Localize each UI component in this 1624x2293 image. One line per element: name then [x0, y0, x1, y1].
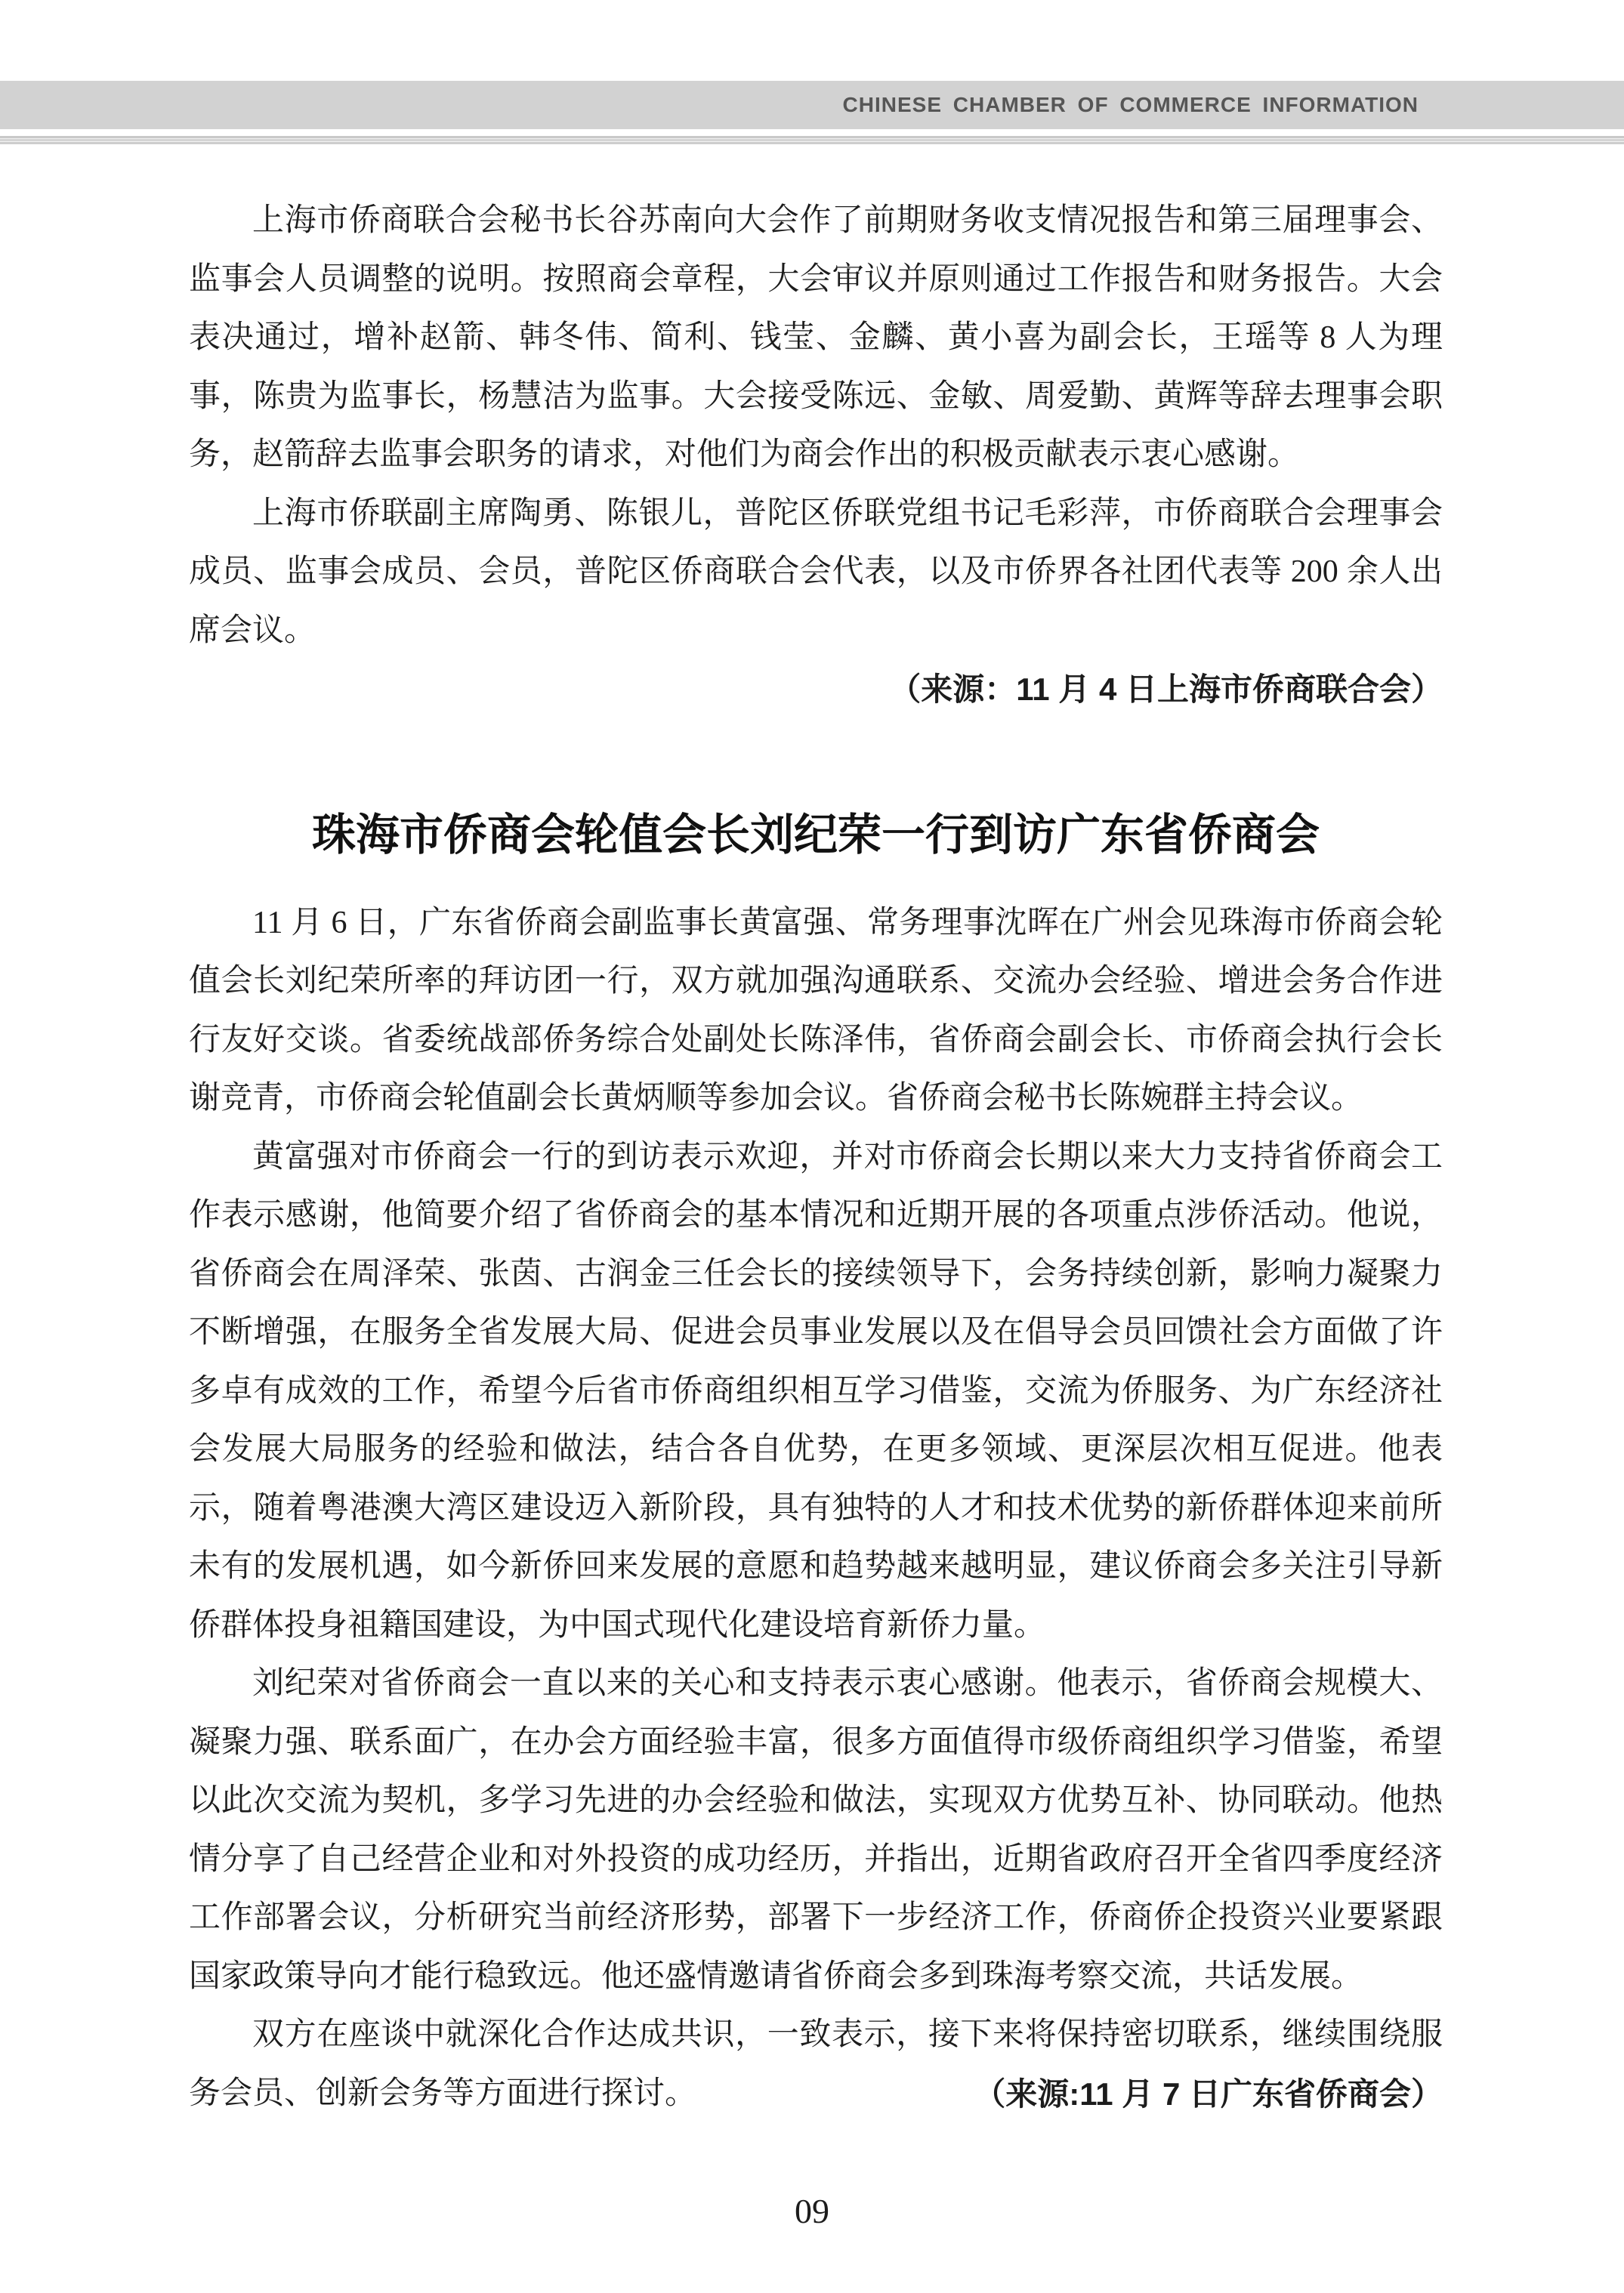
paragraph: 刘纪荣对省侨商会一直以来的关心和支持表示衷心感谢。他表示，省侨商会规模大、凝聚力强、联系面广，在办会方面经验丰富，很多方面值得市级侨商组织学习借鉴，希望以此次交流为契机，多学习先进的办会经验和做法，实现双方优势互补、协同联动。他热情分享了自己经营企业和对外投资的成功经历，并指出，近期省政府召开全省四季度经济工作部署会议，分析研究当前经济形势，部署下一步经济工作，侨商侨企投资兴业要紧跟国家政策导向才能行稳致远。他还盛情邀请省侨商会多到珠海考察交流，共话发展。 — [189, 1666, 1443, 1994]
article-title: 珠海市侨商会轮值会长刘纪荣一行到访广东省侨商会 — [311, 810, 1320, 859]
header-divider-stripes — [0, 136, 1624, 144]
paragraph-with-source — [189, 2006, 1443, 2123]
article-zhuhai — [189, 798, 1443, 2124]
header-band — [0, 81, 1624, 129]
paragraph: 上海市侨商联合会秘书长谷苏南向大会作了前期财务收支情况报告和第三届理事会、监事会人员调整的说明。按照商会章程，大会审议并原则通过工作报告和财务报告。大会表决通过，增补赵箭、韩冬伟、简利、钱莹、金麟、黄小喜为副会长，王瑶等 8 人为理事，陈贵为监事长，杨慧洁为监事。大会接受陈远、金敏、周爱勤、黄辉等辞去理事会职务，赵箭辞去监事会职务的请求，对他们为商会作出的积极贡献表示衷心感谢。 — [189, 203, 1443, 472]
source-line: （来源：11 月 4 日上海市侨商联合会） — [889, 671, 1443, 707]
page-number: 09 — [795, 2192, 829, 2230]
paragraph: 双方在座谈中就深化合作达成共识，一致表示，接下来将保持密切联系，继续围绕服务会员、创新会务等方面进行探讨。 — [189, 2017, 1443, 2111]
header-banner-text: CHINESE CHAMBER OF COMMERCE INFORMATION — [842, 93, 1419, 116]
page-content — [189, 192, 1443, 2123]
source-line: （来源:11 月 7 日广东省侨商会） — [974, 2075, 1443, 2112]
page-footer — [0, 2189, 1624, 2234]
article-shanghai — [189, 192, 1443, 719]
paragraph: 11 月 6 日，广东省侨商会副监事长黄富强、常务理事沈晖在广州会见珠海市侨商会轮值会长刘纪荣所率的拜访团一行，双方就加强沟通联系、交流办会经验、增进会务合作进行友好交谈。省委统战部侨务综合处副处长陈泽伟，省侨商会副会长、市侨商会执行会长谢竞青，市侨商会轮值副会长黄炳顺等参加会议。省侨商会秘书长陈婉群主持会议。 — [189, 905, 1443, 1116]
paragraph: 黄富强对市侨商会一行的到访表示欢迎，并对市侨商会长期以来大力支持省侨商会工作表示感谢，他简要介绍了省侨商会的基本情况和近期开展的各项重点涉侨活动。他说，省侨商会在周泽荣、张茵、古润金三任会长的接续领导下，会务持续创新，影响力凝聚力不断增强，在服务全省发展大局、促进会员事业发展以及在倡导会员回馈社会方面做了许多卓有成效的工作，希望今后省市侨商组织相互学习借鉴，交流为侨服务、为广东经济社会发展大局服务的经验和做法，结合各自优势，在更多领域、更深层次相互促进。他表示，随着粤港澳大湾区建设迈入新阶段，具有独特的人才和技术优势的新侨群体迎来前所未有的发展机遇，如今新侨回来发展的意愿和趋势越来越明显，建议侨商会多关注引导新侨群体投身祖籍国建设，为中国式现代化建设培育新侨力量。 — [189, 1139, 1443, 1643]
paragraph: 上海市侨联副主席陶勇、陈银儿，普陀区侨联党组书记毛彩萍，市侨商联合会理事会成员、监事会成员、会员，普陀区侨商联合会代表，以及市侨界各社团代表等 200 余人出席会议。 — [189, 495, 1443, 648]
